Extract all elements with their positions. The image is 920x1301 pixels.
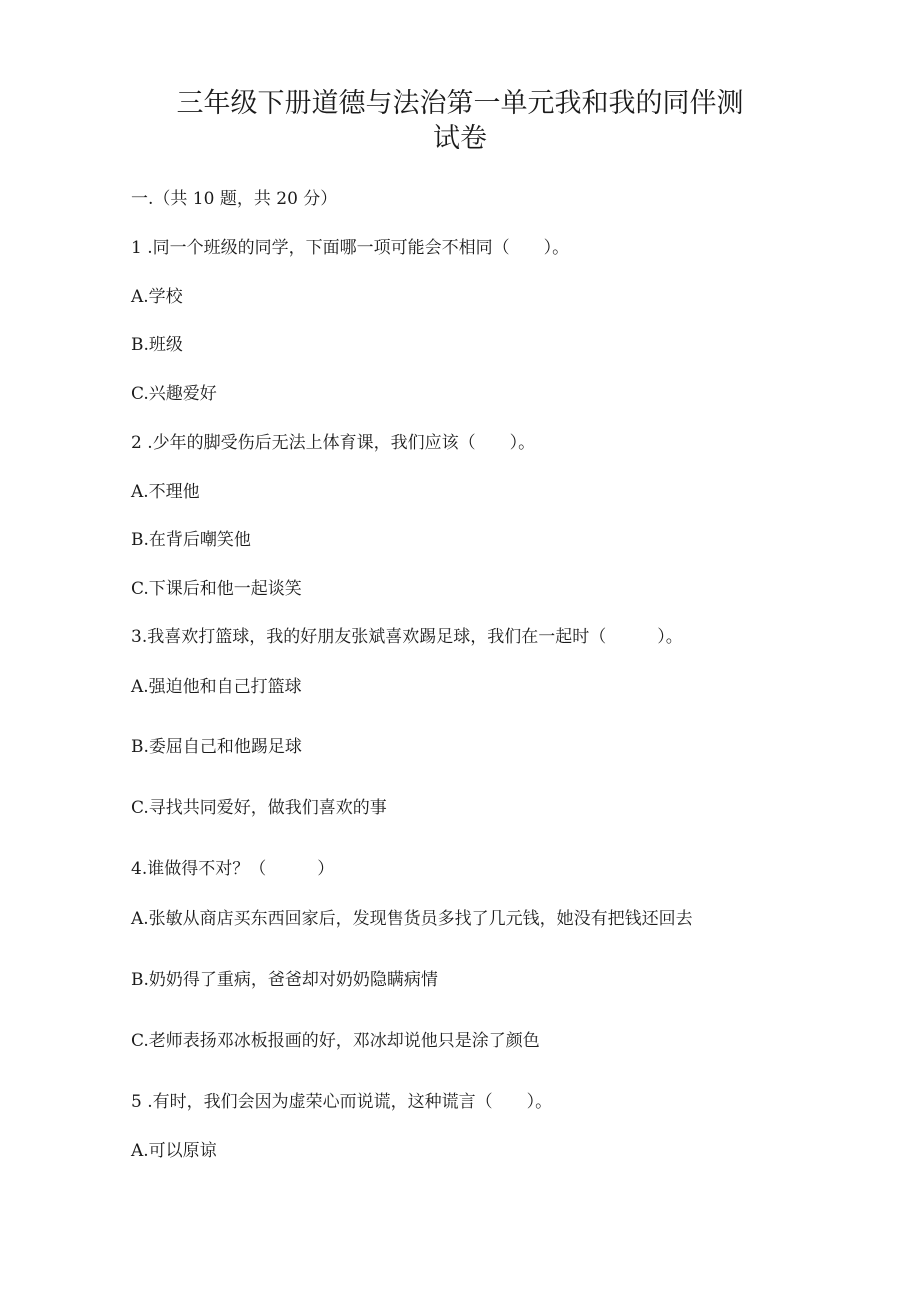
- exam-title-line-1: 三年级下册道德与法治第一单元我和我的同伴测: [176, 88, 744, 119]
- question-4-stem: 4.谁做得不对？（ ）: [131, 859, 335, 879]
- question-2-option-c: C.下课后和他一起谈笑: [131, 579, 302, 599]
- question-3-option-c: C.寻找共同爱好，做我们喜欢的事: [131, 798, 387, 818]
- question-4-option-a: A.张敏从商店买东西回家后，发现售货员多找了几元钱，她没有把钱还回去: [131, 909, 693, 929]
- question-1-option-c: C.兴趣爱好: [131, 384, 217, 404]
- question-1-stem: 1 .同一个班级的同学，下面哪一项可能会不相同（ ）。: [131, 238, 570, 258]
- exam-title-line-2: 试卷: [433, 123, 487, 154]
- question-2-option-a: A.不理他: [131, 482, 200, 502]
- question-3-option-b: B.委屈自己和他踢足球: [131, 737, 302, 757]
- question-5-option-a: A.可以原谅: [131, 1141, 217, 1161]
- question-2-stem: 2 .少年的脚受伤后无法上体育课，我们应该（ ）。: [131, 433, 536, 453]
- question-1-option-a: A.学校: [131, 287, 183, 307]
- question-4-option-c: C.老师表扬邓冰板报画的好，邓冰却说他只是涂了颜色: [131, 1031, 540, 1051]
- question-5-stem: 5 .有时，我们会因为虚荣心而说谎，这种谎言（ ）。: [131, 1092, 553, 1112]
- question-4-option-b: B.奶奶得了重病，爸爸却对奶奶隐瞒病情: [131, 970, 438, 990]
- question-2-option-b: B.在背后嘲笑他: [131, 530, 251, 550]
- question-3-stem: 3.我喜欢打篮球，我的好朋友张斌喜欢踢足球，我们在一起时（ ）。: [131, 627, 683, 647]
- question-3-option-a: A.强迫他和自己打篮球: [131, 677, 302, 697]
- question-1-option-b: B.班级: [131, 335, 183, 355]
- section-heading: 一.（共 10 题，共 20 分）: [131, 189, 338, 209]
